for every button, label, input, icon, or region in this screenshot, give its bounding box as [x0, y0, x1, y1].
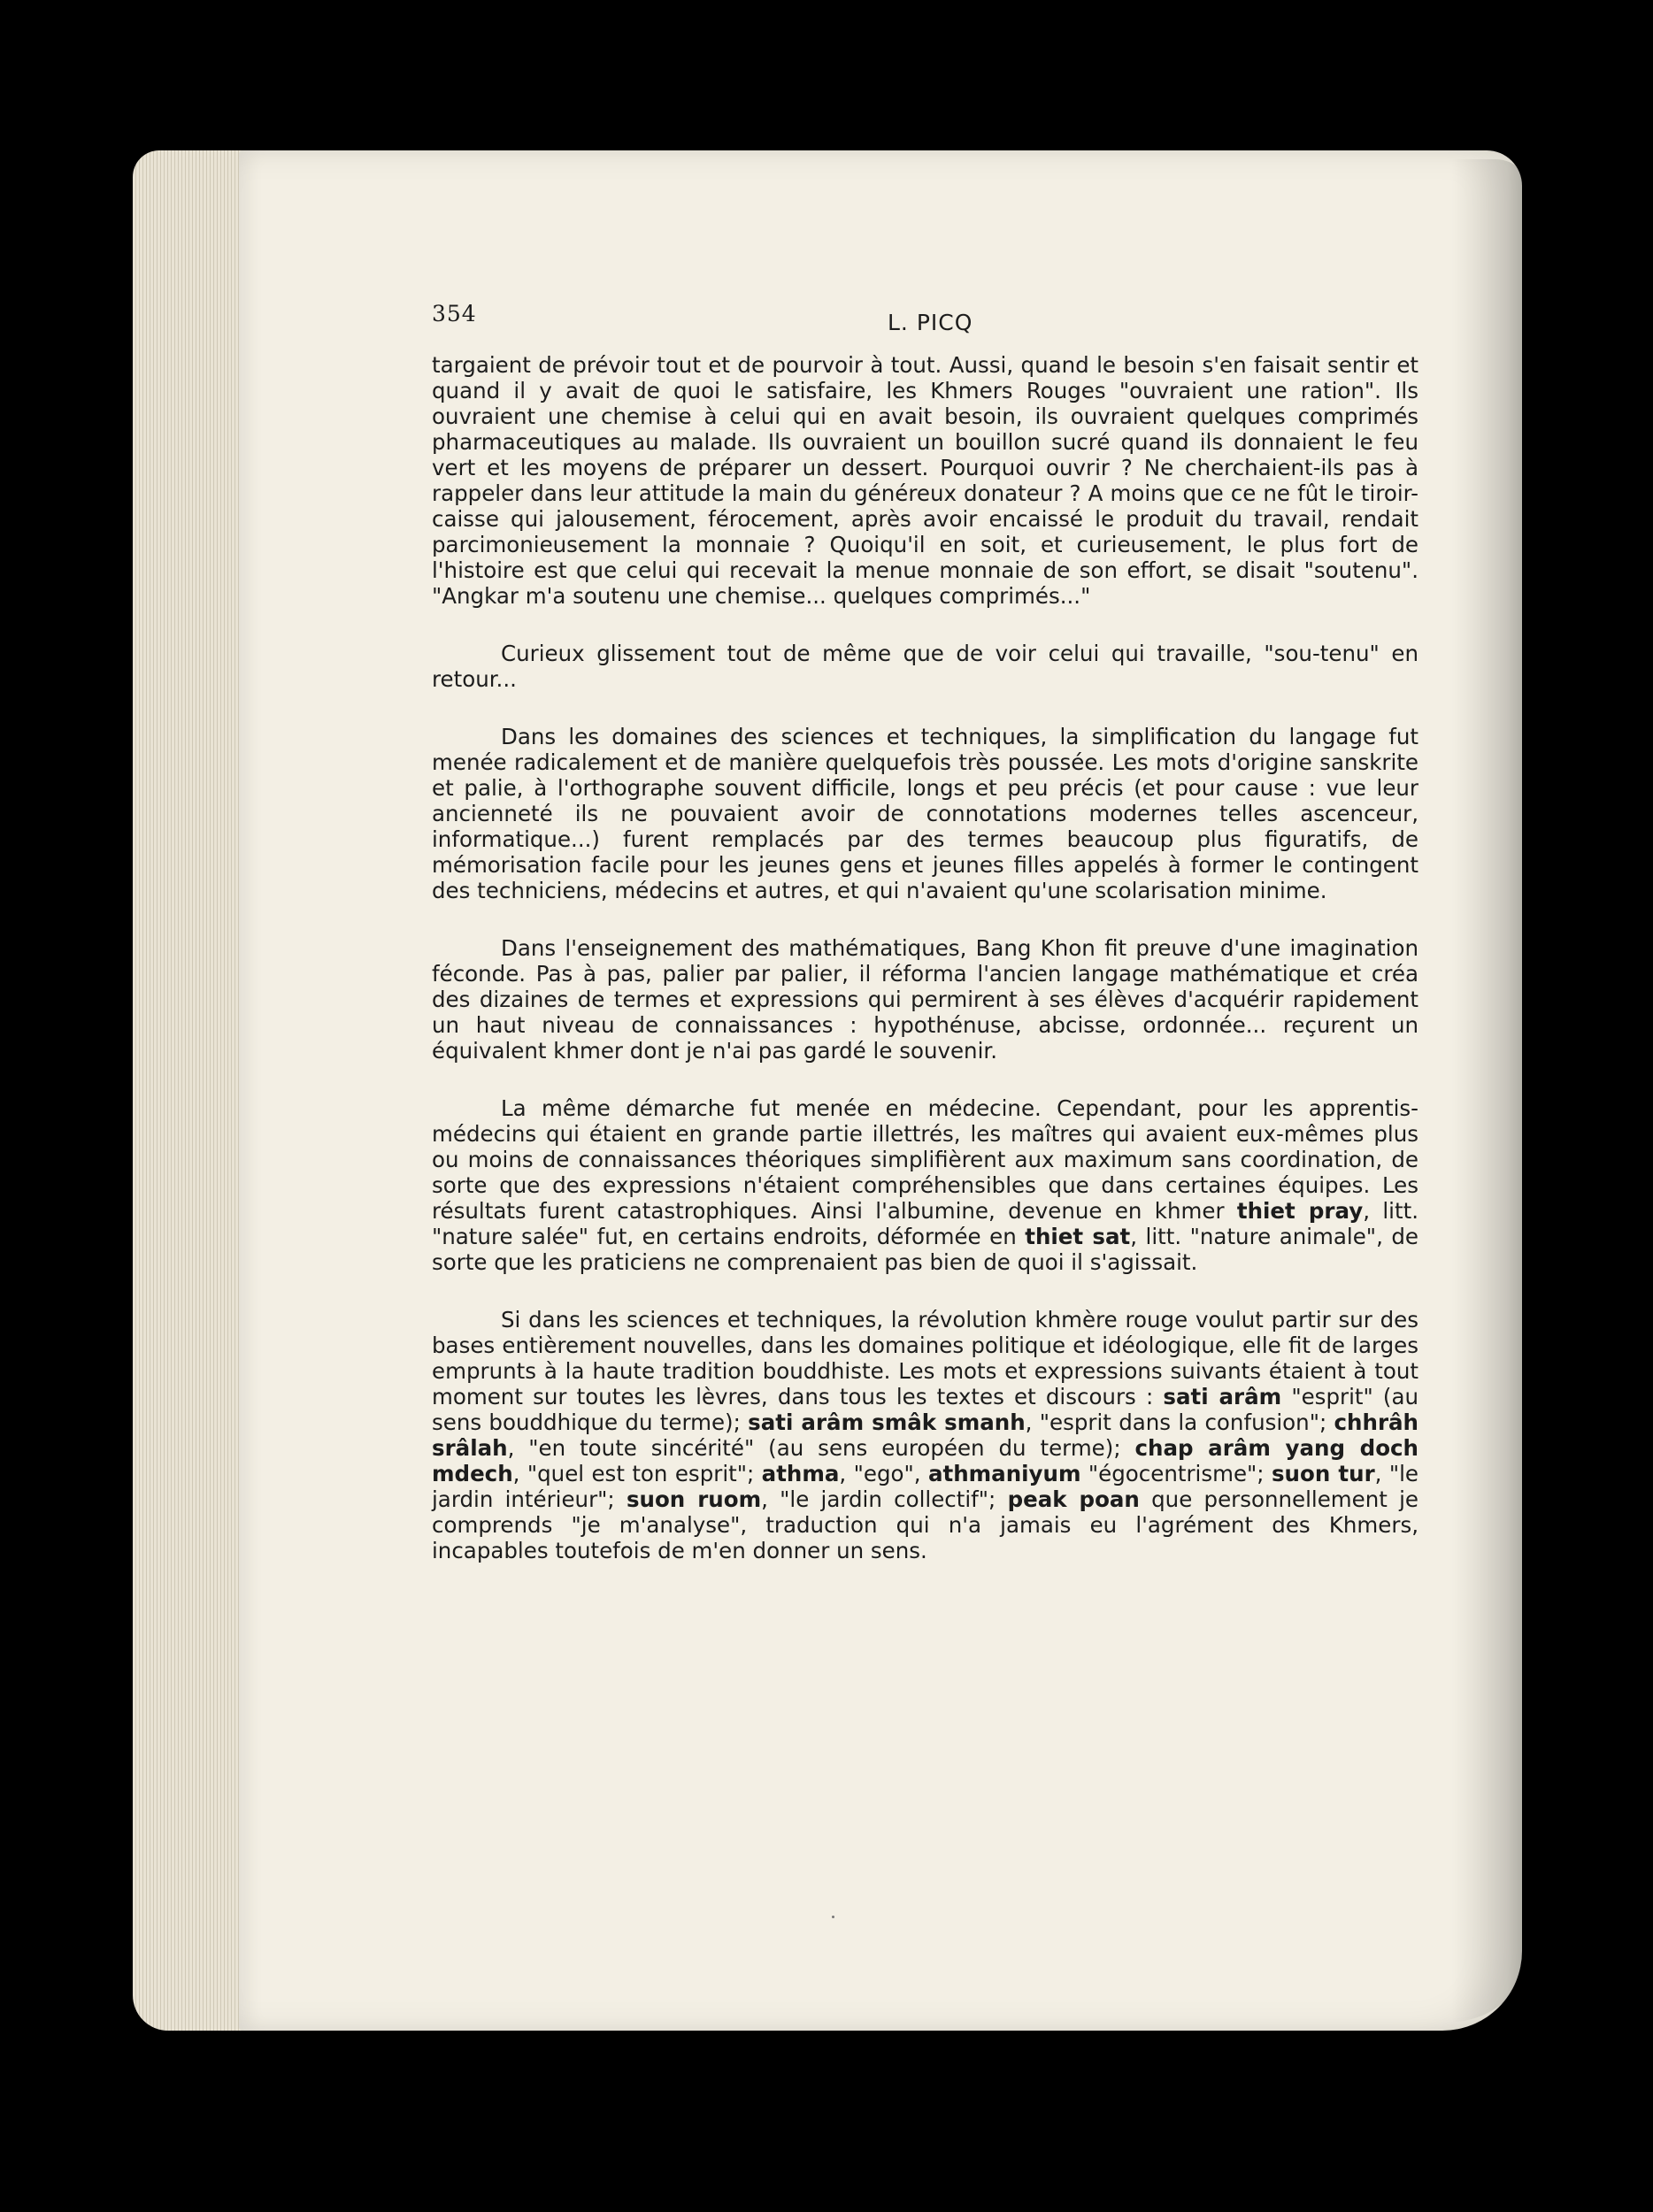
khmer-term: suon ruom [626, 1486, 762, 1512]
khmer-term: chap arâm yang doch mdech [432, 1435, 1419, 1486]
paragraph-text: "esprit" (au sens bouddhique du terme); [432, 1384, 1419, 1435]
paragraph-text: , "ego", [839, 1461, 928, 1486]
paragraph-text: , "le jardin intérieur"; [432, 1461, 1419, 1512]
paragraph [432, 352, 1419, 609]
paragraph-text: , "quel est ton esprit"; [512, 1461, 762, 1486]
page-curl-shadow [1451, 159, 1531, 2022]
paragraph [432, 1307, 1419, 1563]
paragraph-text: Dans l'enseignement des mathématiques, Bang Khon fit preuve d'une imagination féconde. Pas à pas, palier par palier, il réforma l'ancien langage mathématique et créa des dizaines de termes et expressions qui permirent à ses élèves d'acquérir rapidement un haut niveau de connaissances : hypothénuse, abcisse, ordonnée... reçurent un équivalent khmer dont je n'ai pas gardé le souvenir. [432, 935, 1419, 1064]
paragraph-text: Dans les domaines des sciences et techniques, la simplification du langage fut menée radicalement et de manière quelquefois très poussée. Les mots d'origine sanskrite et palie, à l'orthographe souvent difficile, longs et peu précis (et pour cause : vue leur ancienneté ils ne pouvaient avoir de connotations modernes telles ascenceur, informatique...) furent remplacés par des termes beaucoup plus figuratifs, de mémorisation facile pour les jeunes gens et jeunes filles appelés à former le contingent des techniciens, médecins et autres, et qui n'avaient qu'une scolarisation minime. [432, 724, 1419, 903]
paragraph-text: La même démarche fut menée en médecine. Cependant, pour les apprentis-médecins qui étaient en grande partie illettrés, les maîtres qui avaient eux-mêmes plus ou moins de connaissances théoriques simplifièrent aux maximum sans coordination, de sorte que des expressions n'étaient compréhensibles que dans certaines équipes. Les résultats furent catastrophiques. Ainsi l'albumine, devenue en khmer [432, 1095, 1419, 1224]
paragraph [432, 935, 1419, 1064]
paragraph-text: Si dans les sciences et techniques, la révolution khmère rouge voulut partir sur des bases entièrement nouvelles, dans les domaines politique et idéologique, elle fit de larges emprunts à la haute tradition bouddhiste. Les mots et expressions suivants étaient à tout moment sur toutes les lèvres, dans tous les textes et discours : [432, 1307, 1419, 1409]
paragraph [432, 724, 1419, 903]
paragraph [432, 641, 1419, 692]
khmer-term: suon tur [1271, 1461, 1375, 1486]
page-content [432, 301, 1419, 1563]
paragraph-text: Curieux glissement tout de même que de voir celui qui travaille, "sou-tenu" en retour... [432, 641, 1419, 692]
paragraph-text: que personnellement je comprends "je m'analyse", traduction qui n'a jamais eu l'agrément des Khmers, incapables toutefois de m'en donner un sens. [432, 1486, 1419, 1563]
paragraph-text: targaient de prévoir tout et de pourvoir à tout. Aussi, quand le besoin s'en faisait sentir et quand il y avait de quoi le satisfaire, les Khmers Rouges "ouvraient une ration". Ils ouvraient une chemise à celui qui en avait besoin, ils ouvraient quelques comprimés pharmaceutiques au malade. Ils ouvraient un bouillon sucré quand ils donnaient le feu vert et les moyens de préparer un dessert. Pourquoi ouvrir ? Ne cherchaient-ils pas à rappeler dans leur attitude la main du généreux donateur ? A moins que ce ne fût le tiroir-caisse qui jalousement, férocement, après avoir encaissé le produit du travail, rendait parcimonieusement la monnaie ? Quoiqu'il en soit, et curieusement, le plus fort de l'histoire est que celui qui recevait la menue monnaie de son effort, se disait "soutenu". "Angkar m'a soutenu une chemise... quelques comprimés..." [432, 352, 1419, 609]
running-head-author: L. PICQ [888, 310, 973, 335]
running-head [432, 301, 1419, 352]
khmer-term: thiet pray [1236, 1198, 1364, 1224]
paragraph-text: "égocentrisme"; [1080, 1461, 1272, 1486]
paragraph-text: , "le jardin collectif"; [761, 1486, 1008, 1512]
khmer-term: peak poan [1007, 1486, 1140, 1512]
khmer-term: sati arâm [1163, 1384, 1282, 1409]
khmer-term: thiet sat [1025, 1224, 1131, 1249]
paragraph-text: , "esprit dans la confusion"; [1025, 1409, 1334, 1435]
khmer-term: sati arâm smâk smanh [748, 1409, 1026, 1435]
paragraph-text: , "en toute sincérité" (au sens européen du terme); [507, 1435, 1135, 1461]
paragraph [432, 1095, 1419, 1275]
page-number: 354 [432, 301, 477, 326]
paragraph-text: , litt. "nature salée" fut, en certains endroits, déformée en [432, 1198, 1419, 1249]
paragraph-text: , litt. "nature animale", de sorte que les praticiens ne comprenaient pas bien de quoi il s'agissait. [432, 1224, 1419, 1275]
page-edges [133, 150, 257, 2031]
khmer-term: athmaniyum [927, 1461, 1081, 1486]
paper-speck [832, 1916, 834, 1918]
khmer-term: athma [761, 1461, 840, 1486]
khmer-term: chhrâh srâlah [432, 1409, 1419, 1461]
